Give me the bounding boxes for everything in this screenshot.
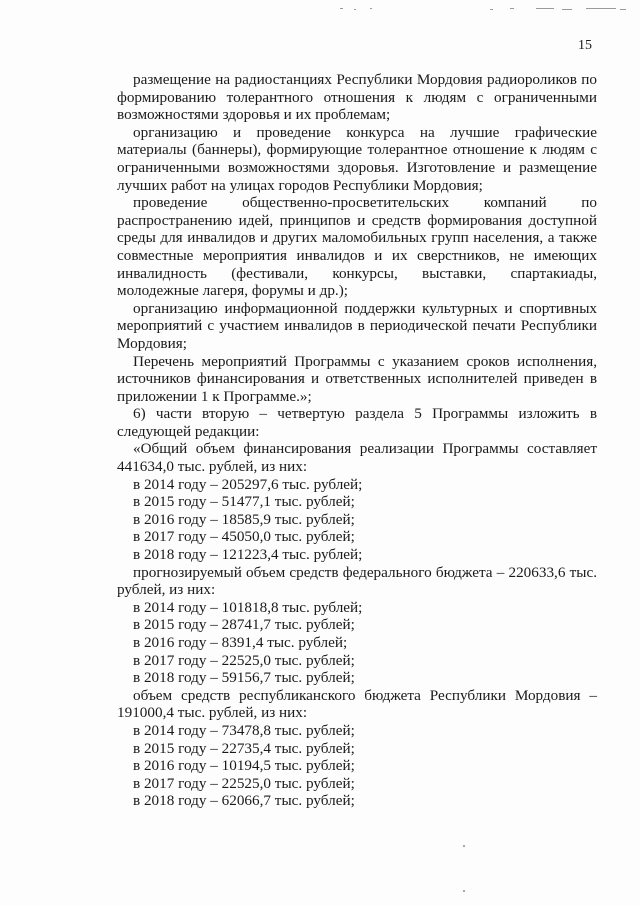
paragraph-amendment: 6) части вторую – четвертую раздела 5 Программы изложить в следующей редакции: [117,405,597,440]
scan-dust-mark [463,845,465,847]
paragraph-total-funding: «Общий объем финансирования реализации Программы составляет 441634,0 тыс. рублей, из них: [117,440,597,476]
list-item: в 2016 году – 18585,9 тыс. рублей; [133,510,355,528]
list-item: в 2016 году – 10194,5 тыс. рублей; [133,757,355,775]
republic-funding-list [117,722,597,810]
paragraph-campaigns: проведение общественно-просветительских компаний по распространению идей, принципов и средств формирования доступной среды для инвалидов и других маломобильных групп населения, а также совместные мероприятия инвалидов и их сверстников, не имеющих инвалидность (фестивали, конкурсы, выставки, спартакиады, молодежные лагеря, форумы и др.); [117,194,597,300]
paragraph-event-list: Перечень мероприятий Программы с указанием сроков исполнения, источников финансирования и ответственных исполнителей приведен в приложении 1 к Программе.»; [117,352,597,405]
list-item: в 2018 году – 59156,7 тыс. рублей; [133,669,355,687]
paragraph-info-support: организацию информационной поддержки культурных и спортивных мероприятий с участием инвалидов в периодической печати Республики Мордовия; [117,299,597,352]
scan-artifact-marks [340,6,630,12]
list-item: в 2015 году – 22735,4 тыс. рублей; [133,739,355,757]
paragraph-republic-funding: объем средств республиканского бюджета Республики Мордовия – 191000,4 тыс. рублей, из них: [117,686,597,722]
scan-dust-mark [463,890,465,892]
list-item: в 2017 году – 45050,0 тыс. рублей; [133,528,355,546]
list-item: в 2018 году – 121223,4 тыс. рублей; [133,546,363,564]
list-item: в 2014 году – 73478,8 тыс. рублей; [133,721,355,739]
paragraph-radio: размещение на радиостанциях Республики Мордовия радиороликов по формированию толерантного отношения к людям с ограниченными возможностями здоровья и их проблемам; [117,71,597,124]
list-item: в 2017 году – 22525,0 тыс. рублей; [133,651,355,669]
list-item: в 2015 году – 28741,7 тыс. рублей; [133,616,355,634]
list-item: в 2015 году – 51477,1 тыс. рублей; [133,493,355,511]
document-body [117,71,597,810]
federal-funding-list [117,599,597,687]
list-item: в 2018 году – 62066,7 тыс. рублей; [133,792,355,810]
list-item: в 2017 году – 22525,0 тыс. рублей; [133,774,355,792]
page-number: 15 [578,38,592,53]
list-item: в 2014 году – 205297,6 тыс. рублей; [133,475,363,493]
paragraph-contest: организацию и проведение конкурса на лучшие графические материалы (баннеры), формирующие толерантное отношение к людям с ограниченными возможностями здоровья. Изготовление и размещение лучших работ на улицах городов Республики Мордовия; [117,123,597,194]
list-item: в 2016 году – 8391,4 тыс. рублей; [133,634,348,651]
list-item: в 2014 году – 101818,8 тыс. рублей; [133,598,363,616]
paragraph-federal-funding: прогнозируемый объем средств федерального бюджета – 220633,6 тыс. рублей, из них: [117,563,597,599]
total-funding-list [117,476,597,564]
